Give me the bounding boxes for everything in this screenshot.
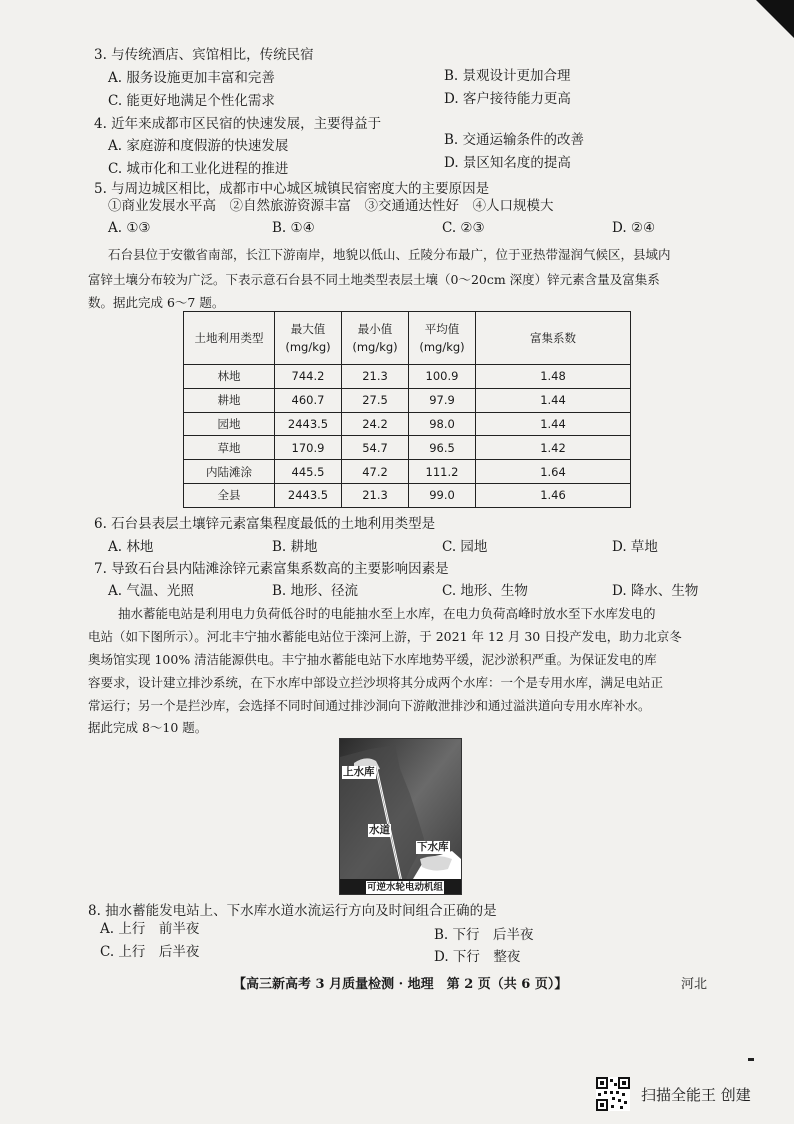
- page-corner-mark: [756, 0, 794, 38]
- q8-stem: 8. 抽水蓄能发电站上、下水库水道水流运行方向及时间组合正确的是: [88, 903, 497, 919]
- footer-region: 河北: [681, 977, 708, 992]
- table-header-row: [184, 312, 631, 365]
- table-row: [184, 460, 631, 484]
- table-cell: 460.7: [275, 388, 342, 412]
- table-cell: 耕地: [184, 388, 275, 412]
- q7-option-a: A. 气温、光照: [108, 583, 194, 599]
- q5-option-c: C. ②③: [442, 220, 485, 236]
- table-cell: 98.0: [409, 412, 476, 436]
- passage2-line5: 常运行；另一个是拦沙库，会选择不同时间通过排沙洞向下游敞泄排沙和通过溢洪道向专用水库补水。: [88, 698, 651, 713]
- q6-option-b: B. 耕地: [272, 539, 318, 555]
- table-cell: 111.2: [409, 460, 476, 484]
- q8-option-b: B. 下行 后半夜: [434, 927, 534, 943]
- table-header-cell: 富集系数: [476, 312, 631, 365]
- q4-option-c: C. 城市化和工业化进程的推进: [108, 161, 289, 177]
- table-header-cell: 土地利用类型: [184, 312, 275, 365]
- q3-option-c: C. 能更好地满足个性化需求: [108, 93, 275, 109]
- table-row: [184, 436, 631, 460]
- table-header-cell: 最小值 (mg/kg): [342, 312, 409, 365]
- table-cell: 林地: [184, 365, 275, 389]
- table-cell: 草地: [184, 436, 275, 460]
- table-cell: 24.2: [342, 412, 409, 436]
- q5-items: ①商业发展水平高 ②自然旅游资源丰富 ③交通通达性好 ④人口规模大: [108, 198, 554, 214]
- q6-option-a: A. 林地: [108, 539, 154, 555]
- table-cell: 内陆滩涂: [184, 460, 275, 484]
- q8-option-a: A. 上行 前半夜: [100, 921, 200, 937]
- table-cell: 47.2: [342, 460, 409, 484]
- q7-option-d: D. 降水、生物: [612, 583, 699, 599]
- q5-option-a: A. ①③: [108, 220, 151, 236]
- table-cell: 2443.5: [275, 483, 342, 507]
- q8-option-d: D. 下行 整夜: [434, 949, 521, 965]
- table-cell: 全县: [184, 483, 275, 507]
- table-row: [184, 365, 631, 389]
- passage2-line6: 据此完成 8～10 题。: [88, 720, 208, 735]
- passage1-line3: 数。据此完成 6～7 题。: [88, 295, 225, 310]
- q5-stem: 5. 与周边城区相比，成都市中心城区城镇民宿密度大的主要原因是: [94, 181, 490, 197]
- q4-option-d: D. 景区知名度的提高: [444, 155, 571, 171]
- table-cell: 170.9: [275, 436, 342, 460]
- page-footer: 【高三新高考 3 月质量检测 · 地理 第 2 页（共 6 页）】: [233, 977, 568, 992]
- table-cell: 21.3: [342, 483, 409, 507]
- table-header-cell: 最大值 (mg/kg): [275, 312, 342, 365]
- table-cell: 1.64: [476, 460, 631, 484]
- passage1-line2: 富锌土壤分布较为广泛。下表示意石台县不同土地类型表层土壤（0～20cm 深度）锌元素含量及富集系: [88, 272, 660, 287]
- q8-option-c: C. 上行 后半夜: [100, 944, 200, 960]
- table-cell: 1.44: [476, 388, 631, 412]
- table-header-cell: 平均值 (mg/kg): [409, 312, 476, 365]
- passage1-line1: 石台县位于安徽省南部，长江下游南岸，地貌以低山、丘陵分布最广，位于亚热带湿润气候区，县域内: [108, 247, 671, 262]
- passage2-line4: 容要求，设计建立排沙系统，在下水库中部设立拦沙坝将其分成两个水库：一个是专用水库，满足电站正: [88, 675, 664, 690]
- qr-code-icon: [596, 1077, 630, 1111]
- q4-option-a: A. 家庭游和度假游的快速发展: [108, 138, 289, 154]
- passage2-line3: 奥场馆实现 100% 清洁能源供电。丰宁抽水蓄能电站下水库地势平缓，泥沙淤积严重。为保证发电的库: [88, 652, 657, 667]
- table-cell: 445.5: [275, 460, 342, 484]
- q5-option-b: B. ①④: [272, 220, 315, 236]
- zinc-content-table: [183, 311, 631, 508]
- table-cell: 97.9: [409, 388, 476, 412]
- table-cell: 21.3: [342, 365, 409, 389]
- table-row: [184, 388, 631, 412]
- table-cell: 2443.5: [275, 412, 342, 436]
- table-cell: 100.9: [409, 365, 476, 389]
- q4-option-b: B. 交通运输条件的改善: [444, 132, 585, 148]
- q6-option-d: D. 草地: [612, 539, 658, 555]
- table-cell: 1.48: [476, 365, 631, 389]
- table-cell: 27.5: [342, 388, 409, 412]
- table-cell: 1.44: [476, 412, 631, 436]
- q3-option-d: D. 客户接待能力更高: [444, 91, 571, 107]
- q5-option-d: D. ②④: [612, 220, 656, 236]
- mountain-illustration: [340, 739, 461, 894]
- table-cell: 744.2: [275, 365, 342, 389]
- q6-option-c: C. 园地: [442, 539, 488, 555]
- pumped-storage-diagram: [339, 738, 462, 895]
- q3-option-b: B. 景观设计更加合理: [444, 68, 571, 84]
- waterway-label: 水道: [369, 824, 390, 836]
- upper-reservoir-label: 上水库: [343, 766, 375, 778]
- table-cell: 园地: [184, 412, 275, 436]
- q3-option-a: A. 服务设施更加丰富和完善: [108, 70, 275, 86]
- table-row: [184, 412, 631, 436]
- table-row: [184, 483, 631, 507]
- scanner-watermark: 扫描全能王 创建: [641, 1086, 751, 1104]
- q7-stem: 7. 导致石台县内陆滩涂锌元素富集系数高的主要影响因素是: [94, 561, 449, 577]
- table-cell: 96.5: [409, 436, 476, 460]
- turbine-unit-label: 可逆水轮电动机组: [367, 882, 444, 893]
- q4-stem: 4. 近年来成都市区民宿的快速发展，主要得益于: [94, 116, 382, 132]
- q7-option-c: C. 地形、生物: [442, 583, 528, 599]
- table-cell: 1.46: [476, 483, 631, 507]
- table-cell: 99.0: [409, 483, 476, 507]
- q3-stem: 3. 与传统酒店、宾馆相比，传统民宿: [94, 47, 314, 63]
- table-cell: 1.42: [476, 436, 631, 460]
- table-cell: 54.7: [342, 436, 409, 460]
- q6-stem: 6. 石台县表层土壤锌元素富集程度最低的土地利用类型是: [94, 516, 436, 532]
- passage2-line2: 电站（如下图所示）。河北丰宁抽水蓄能电站位于滦河上游，于 2021 年 12 月 30 日投产发电，助力北京冬: [88, 629, 682, 644]
- page-tick-mark: [748, 1058, 754, 1061]
- passage2-line1: 抽水蓄能电站是利用电力负荷低谷时的电能抽水至上水库，在电力负荷高峰时放水至下水库发电的: [118, 606, 656, 621]
- lower-reservoir-label: 下水库: [417, 841, 449, 853]
- lower-reservoir-water: [420, 856, 452, 871]
- q7-option-b: B. 地形、径流: [272, 583, 359, 599]
